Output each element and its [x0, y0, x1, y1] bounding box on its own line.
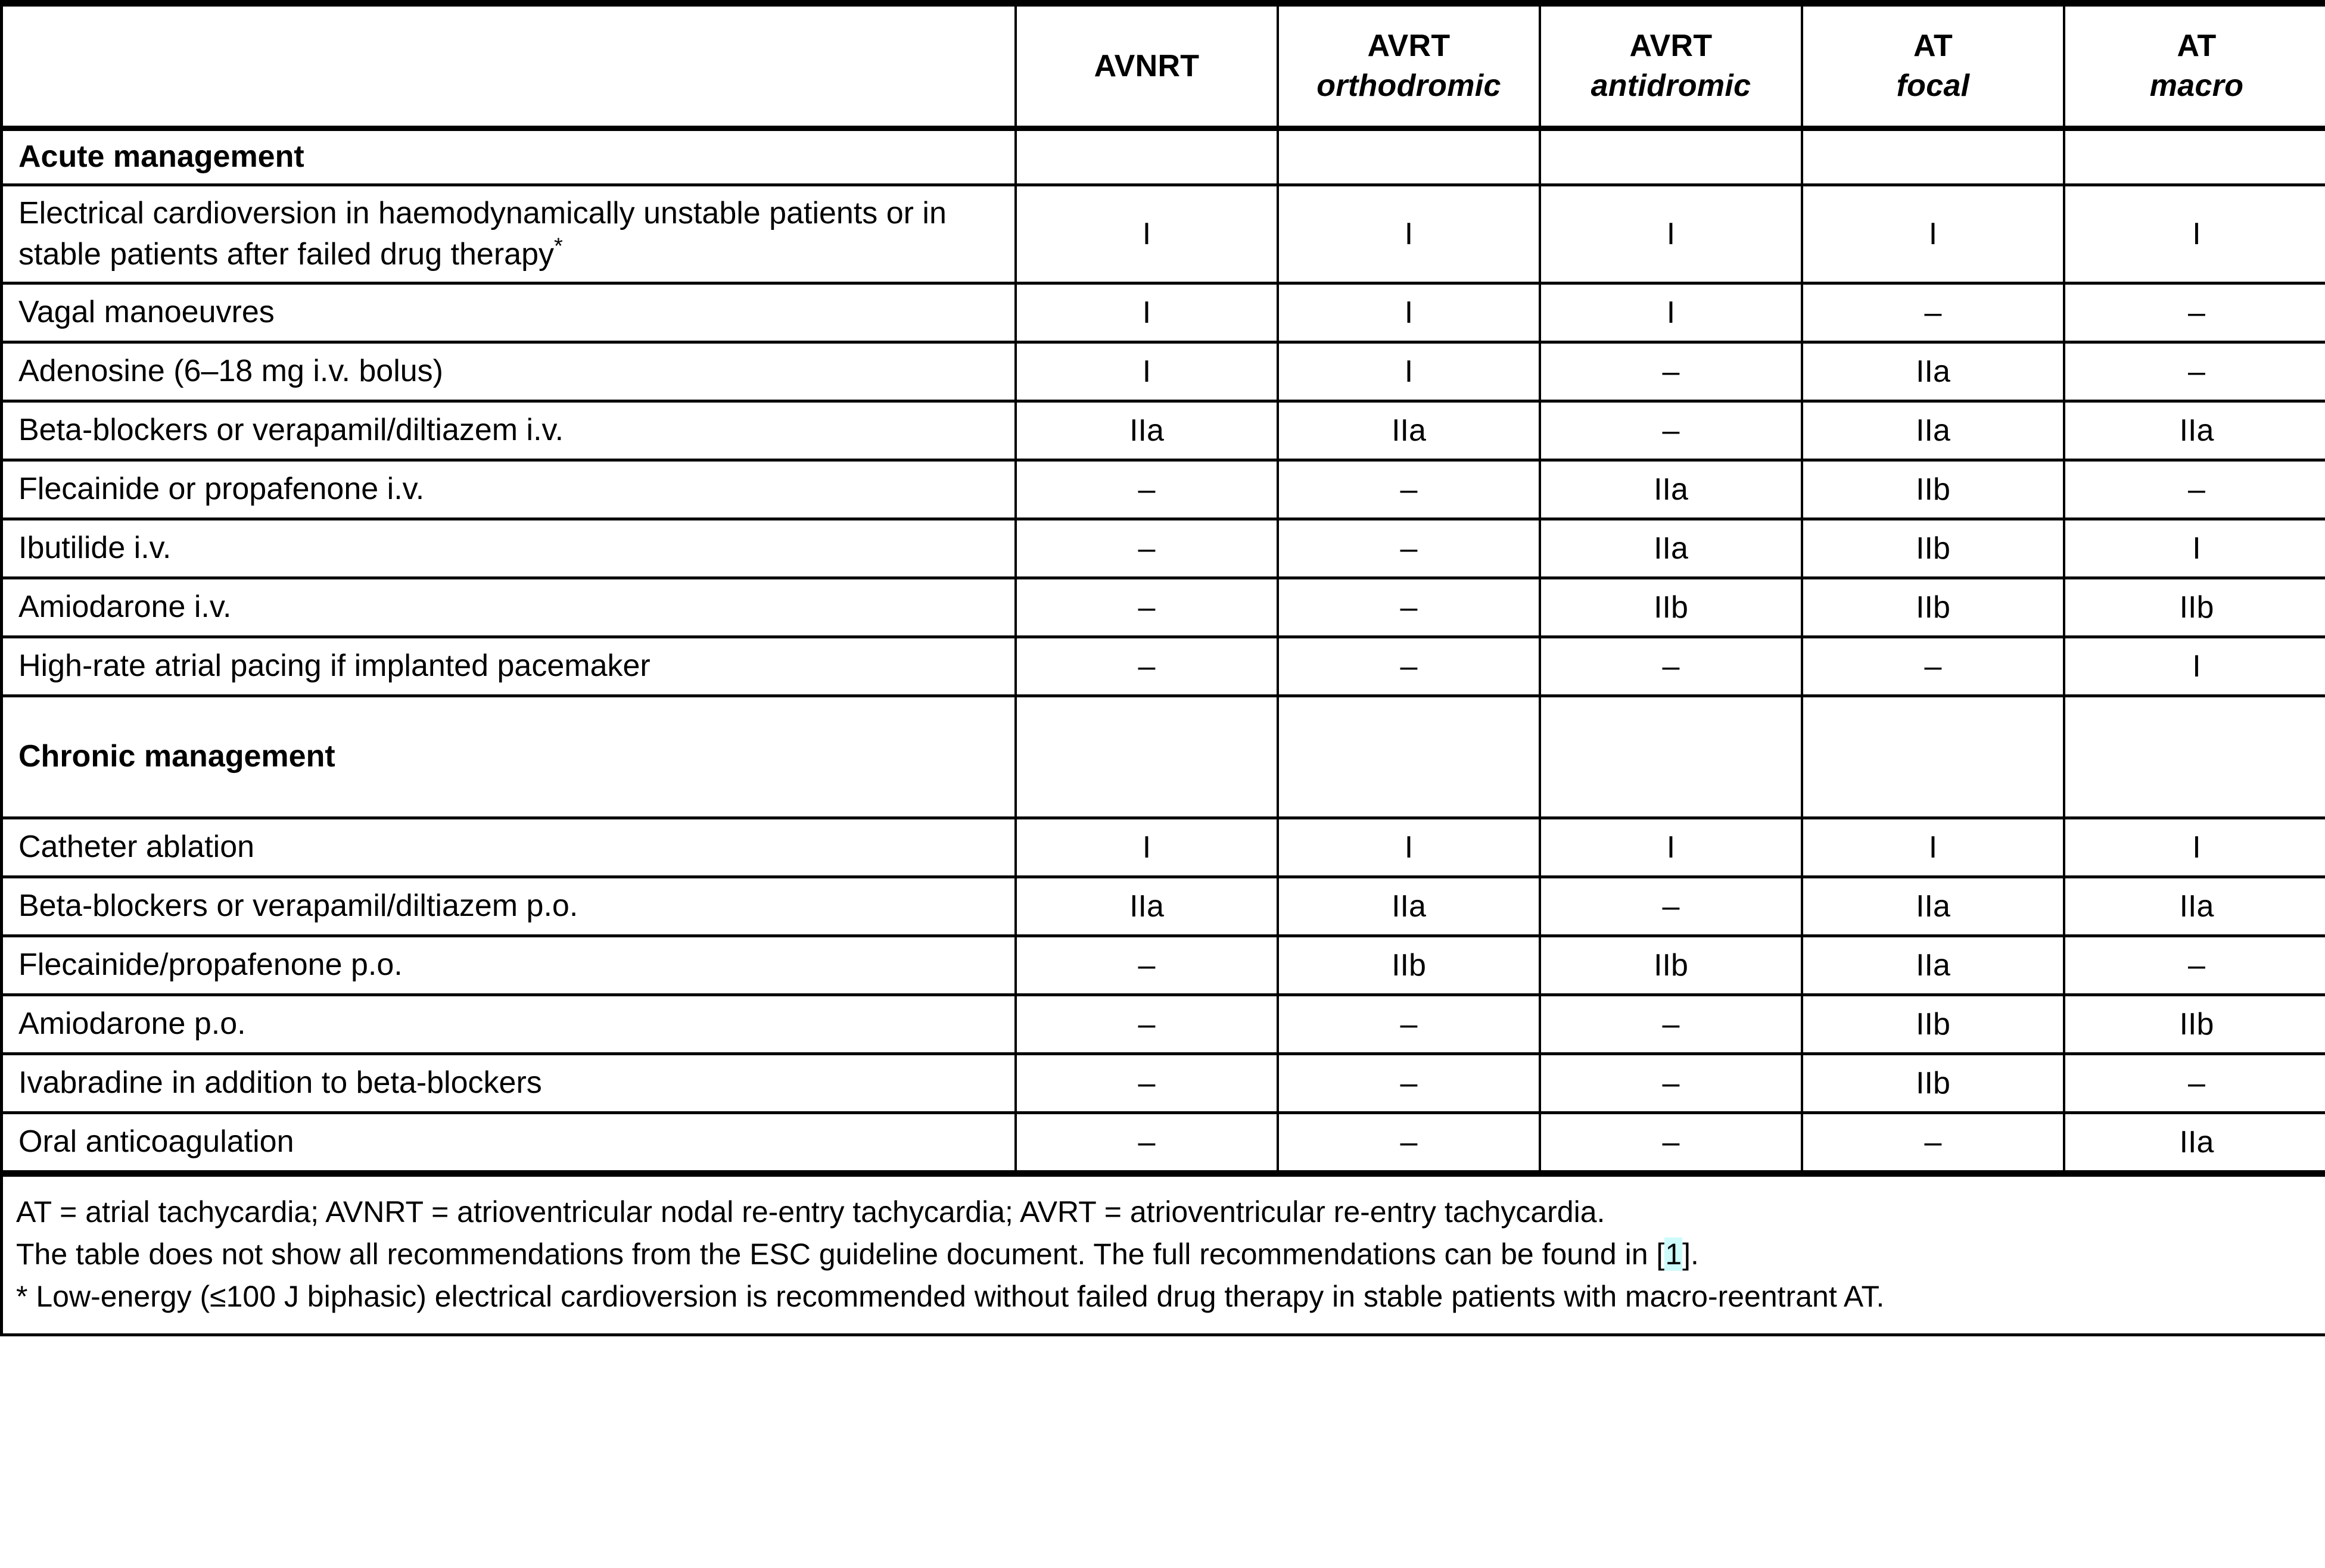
row-label: Chronic management	[18, 739, 335, 774]
recommendation-class-value: –	[1138, 649, 1156, 684]
row-label: Amiodarone i.v.	[18, 590, 232, 625]
header-avrt-anti-line2: antidromic	[1591, 68, 1751, 103]
recommendation-class-cell	[2064, 995, 2325, 1054]
recommendation-class-cell	[1802, 401, 2064, 460]
recommendation-class-value: I	[1928, 216, 1938, 251]
table-row	[3, 519, 2325, 578]
recommendation-class-cell	[1540, 1054, 1802, 1113]
row-label: Oral anticoagulation	[18, 1124, 294, 1159]
recommendation-class-cell	[1016, 129, 1278, 185]
footnotes-cell	[3, 1174, 2325, 1334]
recommendation-class-cell	[1540, 877, 1802, 936]
recommendation-class-cell	[1278, 283, 1540, 342]
row-label: Electrical cardioversion in haemodynamically unstable patients or in stable patients after failed drug therapy	[18, 195, 947, 272]
row-label: Catheter ablation	[18, 830, 255, 865]
recommendation-class-cell	[1540, 283, 1802, 342]
recommendation-class-cell	[1802, 1054, 2064, 1113]
recommendation-class-value: –	[1400, 531, 1418, 566]
recommendation-class-cell	[1802, 519, 2064, 578]
recommendation-class-cell	[1540, 185, 1802, 283]
table-body	[3, 129, 2325, 1174]
recommendation-class-value: I	[1142, 295, 1151, 330]
recommendation-class-cell	[1278, 401, 1540, 460]
recommendation-class-cell	[1278, 818, 1540, 877]
recommendation-class-value: –	[1400, 590, 1418, 625]
recommendation-class-cell	[1540, 401, 1802, 460]
recommendation-class-value: I	[2192, 531, 2201, 566]
header-at-macro-line1: AT	[2177, 29, 2217, 64]
row-label: Ivabradine in addition to beta-blockers	[18, 1065, 542, 1101]
recommendation-class-cell	[1016, 401, 1278, 460]
header-at-focal-line2: focal	[1896, 68, 1970, 103]
header-cell-avrt-orthodromic	[1278, 4, 1540, 129]
recommendation-class-value: –	[2188, 354, 2205, 389]
recommendation-class-cell	[1278, 129, 1540, 185]
recommendation-class-value: –	[1138, 590, 1156, 625]
recommendation-class-value: IIa	[1916, 413, 1950, 448]
recommendation-class-value: –	[1138, 1124, 1156, 1159]
recommendation-class-cell	[1278, 460, 1540, 519]
table-row	[3, 1113, 2325, 1174]
recommendation-class-value: –	[1138, 1006, 1156, 1042]
recommendation-class-value: IIa	[1129, 413, 1164, 448]
recommendation-class-cell	[1278, 342, 1540, 401]
recommendation-class-value: –	[2188, 295, 2205, 330]
recommendation-class-value: –	[1662, 889, 1680, 924]
table-row	[3, 877, 2325, 936]
recommendation-class-value: –	[1924, 649, 1942, 684]
recommendation-class-value: I	[1404, 295, 1414, 330]
recommendation-class-value: –	[1662, 1006, 1680, 1042]
recommendation-class-cell	[1278, 578, 1540, 637]
recommendation-class-cell	[1540, 578, 1802, 637]
recommendation-class-value: IIa	[1129, 889, 1164, 924]
recommendation-class-cell	[1016, 283, 1278, 342]
table-header	[3, 4, 2325, 129]
recommendation-class-value: I	[1142, 354, 1151, 389]
recommendation-class-value: I	[1666, 830, 1676, 865]
recommendation-class-value: IIb	[1916, 590, 1950, 625]
recommendation-class-cell	[1540, 460, 1802, 519]
recommendation-class-value: IIb	[1654, 947, 1688, 983]
table-row	[3, 1054, 2325, 1113]
recommendation-class-value: –	[2188, 1065, 2205, 1101]
recommendation-class-value: IIb	[1916, 472, 1950, 507]
recommendation-class-cell	[1802, 129, 2064, 185]
table-row	[3, 637, 2325, 696]
row-label-cell	[3, 637, 1016, 696]
row-label: Amiodarone p.o.	[18, 1006, 246, 1042]
recommendation-class-cell	[1540, 519, 1802, 578]
header-at-macro-line2: macro	[2149, 68, 2244, 103]
row-label: Beta-blockers or verapamil/diltiazem p.o.	[18, 889, 578, 924]
recommendation-class-value: IIa	[2179, 889, 2214, 924]
recommendation-class-cell	[1802, 637, 2064, 696]
header-cell-at-focal	[1802, 4, 2064, 129]
footnote-marker: *	[554, 233, 563, 259]
row-label: Beta-blockers or verapamil/diltiazem i.v.	[18, 413, 564, 448]
recommendation-class-cell	[1540, 818, 1802, 877]
row-label: Flecainide/propafenone p.o.	[18, 947, 403, 983]
recommendation-class-value: IIb	[2179, 590, 2214, 625]
recommendation-class-cell	[1802, 185, 2064, 283]
recommendation-class-value: IIa	[1916, 889, 1950, 924]
citation-link-1[interactable]: 1	[1665, 1237, 1682, 1271]
footnote-abbreviations: AT = atrial tachycardia; AVNRT = atrioventricular nodal re-entry tachycardia; AVRT = atrioventricular re-entry tachycardia.	[16, 1195, 1605, 1229]
recommendation-class-value: –	[1400, 1006, 1418, 1042]
recommendation-class-cell	[1016, 519, 1278, 578]
table-row	[3, 129, 2325, 185]
row-label-cell	[3, 818, 1016, 877]
table-row	[3, 460, 2325, 519]
recommendation-class-value: –	[2188, 947, 2205, 983]
recommendation-class-cell	[1278, 1054, 1540, 1113]
recommendation-class-value: IIa	[2179, 413, 2214, 448]
recommendation-class-value: IIa	[1916, 354, 1950, 389]
row-label-cell	[3, 1054, 1016, 1113]
table-row	[3, 936, 2325, 995]
footnotes-row	[3, 1174, 2325, 1334]
recommendation-class-value: IIa	[2179, 1124, 2214, 1159]
recommendation-class-value: –	[1400, 472, 1418, 507]
recommendation-class-value: IIb	[1916, 1006, 1950, 1042]
recommendation-class-value: IIa	[1392, 413, 1426, 448]
recommendation-class-value: IIb	[1392, 947, 1426, 983]
table-row	[3, 342, 2325, 401]
recommendation-class-cell	[1802, 578, 2064, 637]
recommendation-class-cell	[1540, 995, 1802, 1054]
recommendation-class-value: –	[1138, 947, 1156, 983]
recommendation-class-value: I	[2192, 830, 2201, 865]
recommendation-class-cell	[2064, 185, 2325, 283]
recommendation-class-cell	[1540, 936, 1802, 995]
footnote-asterisk: * Low-energy (≤100 J biphasic) electrical cardioversion is recommended without failed drug therapy in stable patients with macro-reentrant AT.	[16, 1280, 1885, 1313]
row-label-cell	[3, 460, 1016, 519]
row-label: Vagal manoeuvres	[18, 295, 275, 330]
recommendations-table	[3, 0, 2325, 1333]
recommendation-class-cell	[2064, 342, 2325, 401]
recommendation-class-cell	[1016, 818, 1278, 877]
recommendation-class-value: –	[1924, 1124, 1942, 1159]
table-row	[3, 283, 2325, 342]
recommendation-class-value: I	[1666, 295, 1676, 330]
recommendation-class-cell	[1802, 283, 2064, 342]
recommendation-class-cell	[1540, 342, 1802, 401]
recommendation-class-value: IIa	[1392, 889, 1426, 924]
recommendation-class-value: IIa	[1916, 947, 1950, 983]
recommendation-class-value: IIb	[1916, 531, 1950, 566]
recommendation-class-value: I	[2192, 649, 2201, 684]
recommendation-class-value: I	[1666, 216, 1676, 251]
recommendation-class-cell	[1016, 1113, 1278, 1174]
recommendation-class-value: –	[1400, 1124, 1418, 1159]
header-avnrt-line1: AVNRT	[1094, 48, 1200, 83]
recommendation-class-value: –	[1138, 1065, 1156, 1101]
recommendation-class-cell	[1802, 696, 2064, 818]
recommendation-class-cell	[1016, 578, 1278, 637]
footnote-source-prefix: The table does not show all recommendations from the ESC guideline document. The full recommendations can be found in [	[16, 1237, 1665, 1271]
header-avrt-ortho-line2: orthodromic	[1316, 68, 1501, 103]
header-cell-at-macro	[2064, 4, 2325, 129]
recommendation-class-cell	[2064, 460, 2325, 519]
recommendation-class-cell	[1278, 696, 1540, 818]
recommendation-class-value: I	[2192, 216, 2201, 251]
recommendation-class-cell	[2064, 637, 2325, 696]
recommendation-class-cell	[1016, 995, 1278, 1054]
recommendation-class-cell	[1802, 995, 2064, 1054]
row-label-cell	[3, 578, 1016, 637]
recommendation-class-cell	[1016, 460, 1278, 519]
recommendation-class-value: I	[1404, 216, 1414, 251]
recommendation-class-value: –	[1662, 1065, 1680, 1101]
row-label-cell	[3, 1113, 1016, 1174]
recommendation-class-cell	[1016, 877, 1278, 936]
recommendation-class-cell	[2064, 877, 2325, 936]
recommendation-class-value: –	[1138, 472, 1156, 507]
recommendation-class-cell	[1016, 342, 1278, 401]
recommendation-class-value: –	[2188, 472, 2205, 507]
recommendation-class-cell	[1016, 696, 1278, 818]
recommendation-class-cell	[1016, 637, 1278, 696]
table-row	[3, 818, 2325, 877]
table-row	[3, 185, 2325, 283]
header-row	[3, 4, 2325, 129]
recommendation-class-value: I	[1928, 830, 1938, 865]
recommendation-class-value: I	[1404, 830, 1414, 865]
recommendation-class-cell	[2064, 936, 2325, 995]
table-row	[3, 401, 2325, 460]
recommendation-class-cell	[2064, 696, 2325, 818]
recommendation-class-value: –	[1662, 413, 1680, 448]
recommendation-class-cell	[2064, 1113, 2325, 1174]
recommendation-class-cell	[1278, 185, 1540, 283]
recommendation-class-cell	[2064, 129, 2325, 185]
recommendation-class-cell	[2064, 401, 2325, 460]
recommendation-class-value: –	[1662, 1124, 1680, 1159]
recommendation-class-cell	[1278, 519, 1540, 578]
recommendation-class-value: IIb	[1916, 1065, 1950, 1101]
recommendation-class-cell	[1802, 1113, 2064, 1174]
recommendation-class-value: IIb	[2179, 1006, 2214, 1042]
row-label: Flecainide or propafenone i.v.	[18, 472, 425, 507]
recommendation-class-value: I	[1142, 216, 1151, 251]
recommendation-class-cell	[1540, 129, 1802, 185]
recommendation-class-value: IIb	[1654, 590, 1688, 625]
recommendation-class-value: –	[1924, 295, 1942, 330]
table-row	[3, 696, 2325, 818]
row-label-cell	[3, 519, 1016, 578]
recommendation-class-value: IIa	[1654, 472, 1688, 507]
table-footer	[3, 1174, 2325, 1334]
table-row	[3, 578, 2325, 637]
recommendation-class-cell	[1540, 696, 1802, 818]
row-label-cell	[3, 936, 1016, 995]
recommendation-class-value: –	[1662, 354, 1680, 389]
recommendation-class-cell	[1278, 637, 1540, 696]
recommendation-class-cell	[1016, 185, 1278, 283]
recommendation-class-cell	[2064, 578, 2325, 637]
recommendation-class-cell	[1802, 818, 2064, 877]
recommendation-class-cell	[1278, 877, 1540, 936]
row-label-cell	[3, 342, 1016, 401]
row-label-cell	[3, 401, 1016, 460]
recommendation-class-cell	[1802, 342, 2064, 401]
recommendation-class-cell	[2064, 519, 2325, 578]
recommendation-class-value: I	[1142, 830, 1151, 865]
header-avrt-anti-line1: AVRT	[1629, 29, 1713, 64]
recommendation-class-cell	[1278, 936, 1540, 995]
recommendation-class-value: I	[1404, 354, 1414, 389]
recommendation-class-cell	[1016, 1054, 1278, 1113]
row-label-cell	[3, 185, 1016, 283]
recommendation-class-value: –	[1400, 649, 1418, 684]
header-at-focal-line1: AT	[1913, 29, 1953, 64]
recommendation-class-cell	[1016, 936, 1278, 995]
recommendation-class-value: –	[1662, 649, 1680, 684]
recommendation-class-value: –	[1400, 1065, 1418, 1101]
table-row	[3, 995, 2325, 1054]
footnotes-block	[16, 1191, 2316, 1318]
recommendation-class-cell	[1278, 995, 1540, 1054]
row-label: High-rate atrial pacing if implanted pacemaker	[18, 649, 650, 684]
header-avrt-ortho-line1: AVRT	[1367, 29, 1451, 64]
recommendation-class-cell	[1540, 637, 1802, 696]
recommendation-class-cell	[1802, 877, 2064, 936]
row-label-cell	[3, 995, 1016, 1054]
row-label: Acute management	[18, 139, 304, 174]
recommendation-class-cell	[1540, 1113, 1802, 1174]
recommendation-class-cell	[1278, 1113, 1540, 1174]
recommendation-class-cell	[1802, 460, 2064, 519]
row-label-cell	[3, 283, 1016, 342]
section-heading-cell	[3, 129, 1016, 185]
row-label: Adenosine (6–18 mg i.v. bolus)	[18, 354, 443, 389]
recommendation-class-value: IIa	[1654, 531, 1688, 566]
recommendation-class-cell	[2064, 1054, 2325, 1113]
recommendation-class-cell	[2064, 283, 2325, 342]
header-cell-avrt-antidromic	[1540, 4, 1802, 129]
recommendation-class-cell	[2064, 818, 2325, 877]
row-label-cell	[3, 877, 1016, 936]
header-cell-avnrt	[1016, 4, 1278, 129]
recommendation-class-value: –	[1138, 531, 1156, 566]
footnote-source-note	[16, 1233, 2316, 1276]
header-cell-label	[3, 4, 1016, 129]
section-heading-cell	[3, 696, 1016, 818]
recommendation-class-cell	[1802, 936, 2064, 995]
footnote-source-suffix: ].	[1682, 1237, 1699, 1271]
row-label: Ibutilide i.v.	[18, 531, 172, 566]
